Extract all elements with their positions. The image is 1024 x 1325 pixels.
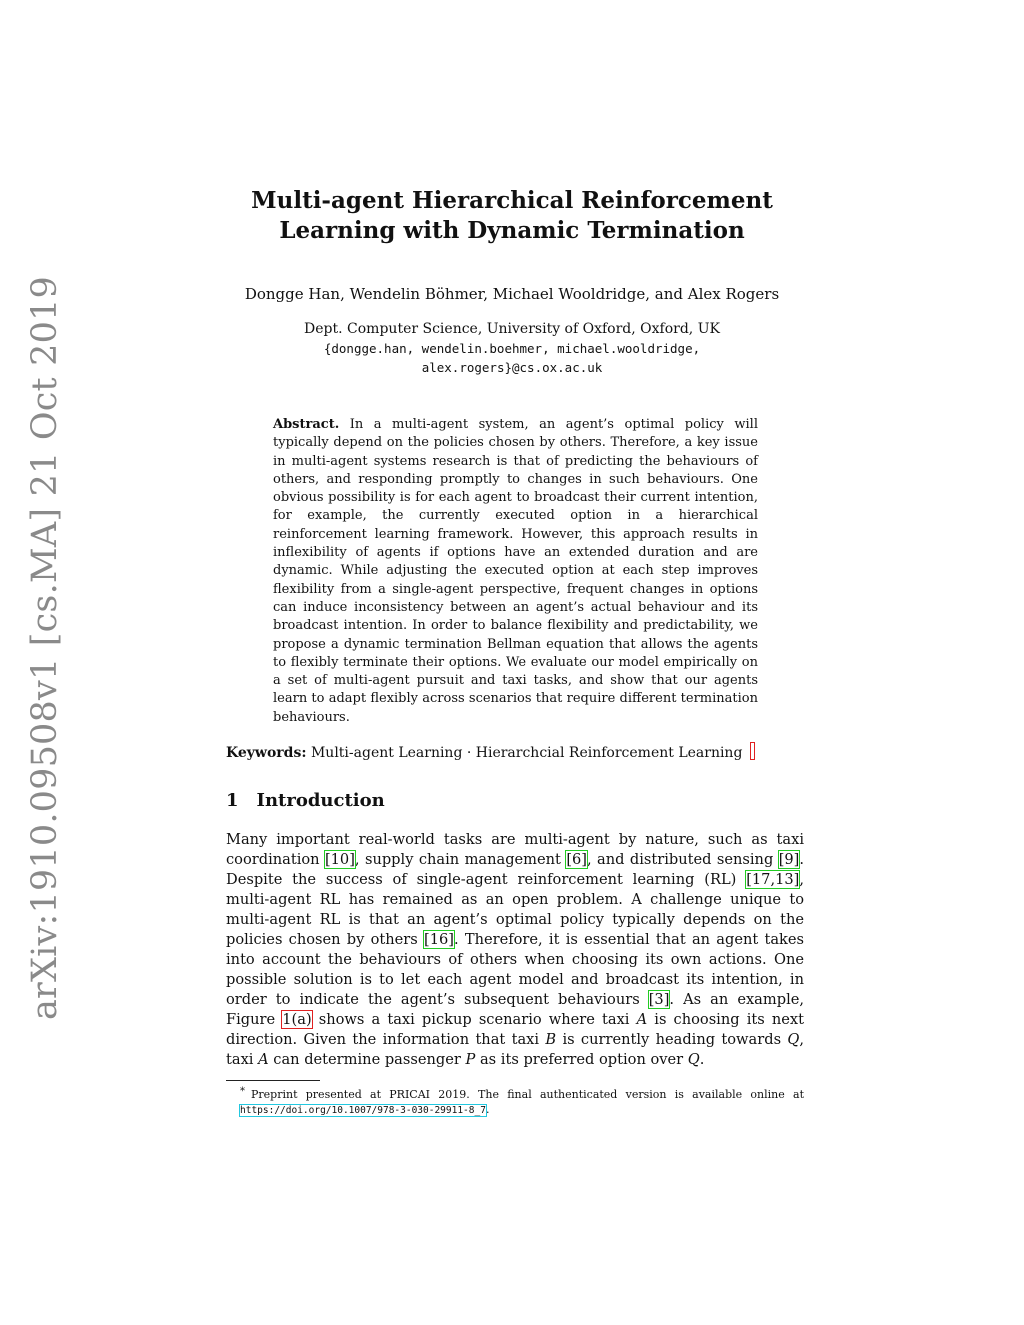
intro-text: , taxi bbox=[226, 1031, 804, 1068]
intro-text: is currently heading towards bbox=[556, 1031, 788, 1048]
math-variable: P bbox=[465, 1051, 476, 1068]
citation-link[interactable]: [17,13] bbox=[746, 871, 800, 888]
citation-link[interactable]: [6] bbox=[566, 851, 588, 868]
citation-link[interactable]: [10] bbox=[324, 851, 355, 868]
intro-text: , multi-agent RL has remained as an open problem. A challenge unique to multi-agent RL is that an agent’s optimal policy typically depends on the policies chosen by others bbox=[226, 871, 804, 948]
math-variable: A bbox=[636, 1011, 648, 1028]
footnote-mark: * bbox=[240, 1086, 245, 1097]
section-heading bbox=[226, 790, 385, 811]
intro-text: is choosing its next direction. Given the information that taxi bbox=[226, 1011, 804, 1048]
intro-text: , and distributed sensing bbox=[587, 851, 779, 868]
section-number: 1 bbox=[226, 790, 239, 811]
keywords bbox=[226, 742, 755, 761]
math-variable: Q bbox=[787, 1031, 800, 1048]
keywords-text: Multi-agent Learning · Hierarchcial Reinforcement Learning bbox=[310, 745, 743, 761]
math-variable: A bbox=[258, 1051, 269, 1068]
intro-text: as its preferred option over bbox=[475, 1051, 688, 1068]
introduction-paragraph bbox=[226, 830, 804, 1070]
intro-text: Many important real-world tasks are multi-agent by nature, such as taxi coordination bbox=[226, 831, 804, 868]
author-emails-line-1: {dongge.han, wendelin.boehmer, michael.wooldridge, bbox=[323, 341, 701, 356]
section-title: Introduction bbox=[256, 790, 385, 811]
math-variable: Q bbox=[687, 1051, 700, 1068]
footnote bbox=[240, 1084, 804, 1118]
paper-title bbox=[0, 186, 1024, 246]
abstract-text: In a multi-agent system, an agent’s optimal policy will typically depend on the policies chosen by others. Therefore, a key issue in multi-agent systems research is that of predicting the behaviours of others, and responding promptly to changes in such behaviours. One obvious possibility is for each agent to broadcast their current intention, for example, the currently executed option in a hierarchical reinforcement learning framework. However, this approach results in inflexibility of agents if options have an extended duration and are dynamic. While adjusting the executed option at each step improves flexibility from a single-agent perspective, frequent changes in options can induce inconsistency between an agent’s actual behaviour and its broadcast intention. In order to balance flexibility and predictability, we propose a dynamic termination Bellman equation that allows the agents to flexibly terminate their options. We evaluate our model empirically on a set of multi-agent pursuit and taxi tasks, and show that our agents learn to adapt flexibly across scenarios that require different termination behaviours. bbox=[273, 417, 758, 725]
title-line-1: Multi-agent Hierarchical Reinforcement bbox=[251, 187, 773, 214]
citation-link[interactable]: [3] bbox=[648, 991, 670, 1008]
abstract-label: Abstract. bbox=[273, 417, 340, 432]
affiliation bbox=[0, 320, 1024, 377]
author-list: Dongge Han, Wendelin Böhmer, Michael Wooldridge, and Alex Rogers bbox=[244, 285, 780, 303]
footnote-text: Preprint presented at PRICAI 2019. The final authenticated version is available online at bbox=[251, 1088, 804, 1101]
intro-text: shows a taxi pickup scenario where taxi bbox=[311, 1011, 637, 1028]
arxiv-identifier: arXiv:1910.09508v1 [cs.MA] 21 Oct 2019 bbox=[25, 275, 65, 1021]
affiliation-dept: Dept. Computer Science, University of Oxford, Oxford, UK bbox=[304, 321, 720, 337]
intro-text: . bbox=[699, 1051, 705, 1068]
abstract bbox=[273, 416, 758, 727]
doi-link[interactable]: https://doi.org/10.1007/978-3-030-29911-8_7 bbox=[240, 1105, 486, 1116]
citation-link[interactable]: [9] bbox=[778, 851, 800, 868]
keywords-label: Keywords: bbox=[226, 745, 307, 761]
intro-text: . As an example, Figure bbox=[226, 991, 805, 1028]
footnote-link-box[interactable] bbox=[750, 742, 755, 760]
footnote-divider bbox=[226, 1080, 320, 1081]
intro-text: . Therefore, it is essential that an agent takes into account the behaviours of others when choosing its own actions. One possible solution is to let each agent model and broadcast its intention, in order to indicate the agent’s subsequent behaviours bbox=[226, 931, 805, 1008]
citation-link[interactable]: [16] bbox=[424, 931, 454, 948]
figure-reference-link[interactable]: 1(a) bbox=[282, 1011, 312, 1028]
footnote-end: . bbox=[485, 1103, 490, 1116]
intro-text: . Despite the success of single-agent reinforcement learning (RL) bbox=[226, 851, 805, 888]
intro-text: , supply chain management bbox=[354, 851, 567, 868]
title-line-2: Learning with Dynamic Termination bbox=[279, 217, 745, 244]
author-emails-line-2: alex.rogers}@cs.ox.ac.uk bbox=[421, 360, 603, 375]
math-variable: B bbox=[545, 1031, 557, 1048]
intro-text: can determine passenger bbox=[268, 1051, 466, 1068]
